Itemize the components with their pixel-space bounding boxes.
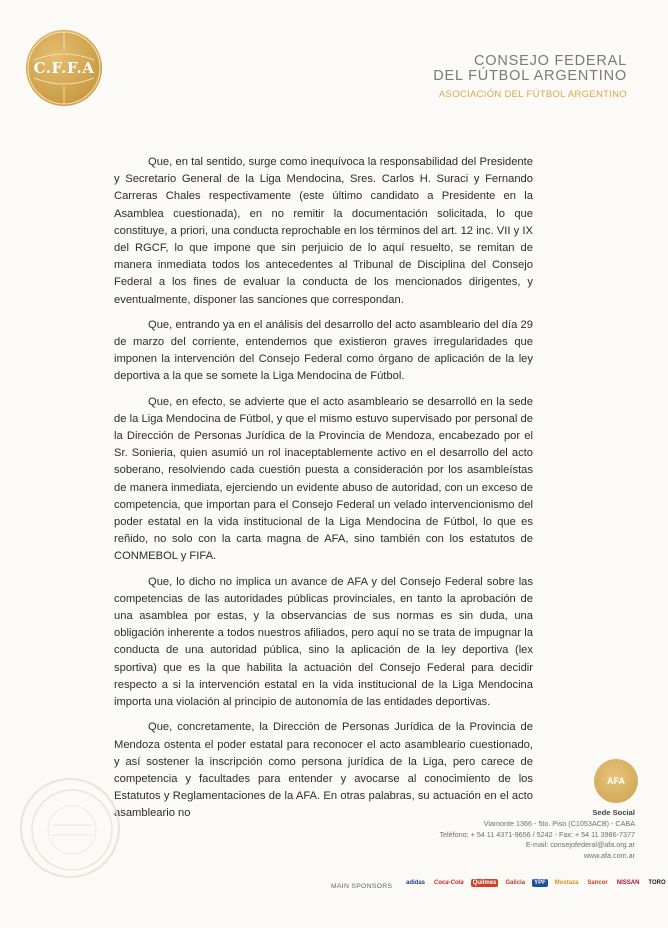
paragraph: Que, entrando ya en el análisis del desarrollo del acto asambleario del día 29 de marzo del corriente, entendemos que existieron graves irregularidades que imponen la intervención del Consejo Federal como órgano de aplicación de la ley deportiva a la que se somete la Liga Mendocina de Fútbol.: [114, 318, 533, 383]
address-line: Viamonte 1366 - 5to. Piso (C1053ACB) - CABA: [483, 818, 635, 828]
afa-badge: [594, 759, 638, 803]
sponsor-mostaza: Mostaza: [554, 880, 579, 886]
header-title-line1: CONSEJO FEDERAL: [474, 53, 627, 69]
sponsor-quilmes: Quilmes: [472, 880, 497, 886]
sponsor-adidas: adidas: [406, 880, 426, 886]
logo-text: C.F.F.A: [33, 59, 95, 77]
document-body: [114, 154, 533, 831]
sponsor-nissan: NISSAN: [616, 880, 640, 886]
phone-line: Teléfono: + 54 11 4371-9656 / 5242 - Fax: + 54 11 3986-7377: [439, 829, 635, 839]
sede-label: Sede Social: [592, 808, 635, 817]
faded-stamp: [20, 778, 120, 878]
paragraph: Que, en tal sentido, surge como inequívoca la responsabilidad del Presidente y Secretario General de la Liga Mendocina, Sres. Carlos H. Suraci y Fernando Carreras Chales respectivamente (este último candidato a Presidente en la Asamblea cuestionada), en no remitir la documentación solicitada, lo que constituye, a priori, una conducta reprochable en los términos del art. 12 inc. VII y IX del RGCF, lo que impone que sin perjuicio de lo aquí resuelto, se remitan de manera inmediata todos los antecedentes al Tribunal de Disciplina del Consejo Federal a los fines de evaluar la conducta de los mencionados dirigentes, y eventualmente, disponer las sanciones que correspondan.: [114, 156, 533, 306]
paragraph: Que, en efecto, se advierte que el acto asambleario se desarrolló en la sede de la Liga Mendocina de Fútbol, y que el mismo estuvo supervisado por personal de la Dirección de Personas Jurídica de la Provincia de Mendoza, encabezado por el Sr. Sonieria, quien asumió un rol inaceptablemente activo en el desarrollo del acto soberano, resolviendo cada cuestión puesta a consideración por los asambleístas de manera inmediata, ejerciendo un evidente abuso de autoridad, con un exceso de competencia, que importan para el Consejo Federal un velado intervencionismo del poder estatal en la vida institucional de la Liga Mendocina de Fútbol, lo que es reñido, no solo con la carta magna de AFA, sino también con los estatutos de CONMEBOL y FIFA.: [114, 395, 533, 563]
cffa-logo: [26, 30, 102, 106]
paragraph: Que, concretamente, la Dirección de Personas Jurídica de la Provincia de Mendoza ostenta el poder estatal para reconocer el acto asambleario cuestionado, y así sostener la inscripción como persona jurídica de la Liga, pero carece de competencia y facultades para entender y avocarse al conocimiento de los Estatutos y Reglamentaciones de la AFA. En otras palabras, su actuación en el acto asambleario no: [114, 721, 533, 820]
sponsor-logos: [404, 879, 668, 887]
sponsor-galicia: Galicia: [505, 880, 526, 886]
afa-badge-text: AFA: [607, 776, 625, 786]
sponsors-label: MAIN SPONSORS: [331, 883, 393, 890]
stamp-icon: [22, 780, 122, 880]
sponsor-toro: TORO: [648, 880, 666, 886]
header-subtitle: ASOCIACIÓN DEL FÚTBOL ARGENTINO: [438, 89, 627, 100]
sponsor-sancor: Sancor: [587, 880, 608, 886]
footer-address: [439, 808, 635, 862]
header-title-line2: DEL FÚTBOL ARGENTINO: [433, 68, 627, 84]
web-line: www.afa.com.ar: [583, 851, 635, 861]
sponsor-ypf: YPF: [534, 880, 546, 886]
email-line: E-mail: consejofederal@afa.org.ar: [525, 840, 635, 850]
sponsor-cocacola: Coca-Cola: [434, 880, 464, 886]
paragraph: Que, lo dicho no implica un avance de AFA y del Consejo Federal sobre las competencias de las autoridades públicas provinciales, en tanto la aprobación de una asamblea por estas, y la observancias de sus normas es sin duda, una obligación inherente a todos nuestros afiliados, pero aquí no se trata de impugnar la conducta de una autoridad pública, sino la aplicación de la ley deportiva (lex sportiva) que es la que habilita la actuación del Consejo Federal para decidir respecto a si la intervención estatal en la vida institucional de la Liga Mendocina importa una violación al principio de autonomía de las entidades deportivas.: [114, 575, 533, 709]
